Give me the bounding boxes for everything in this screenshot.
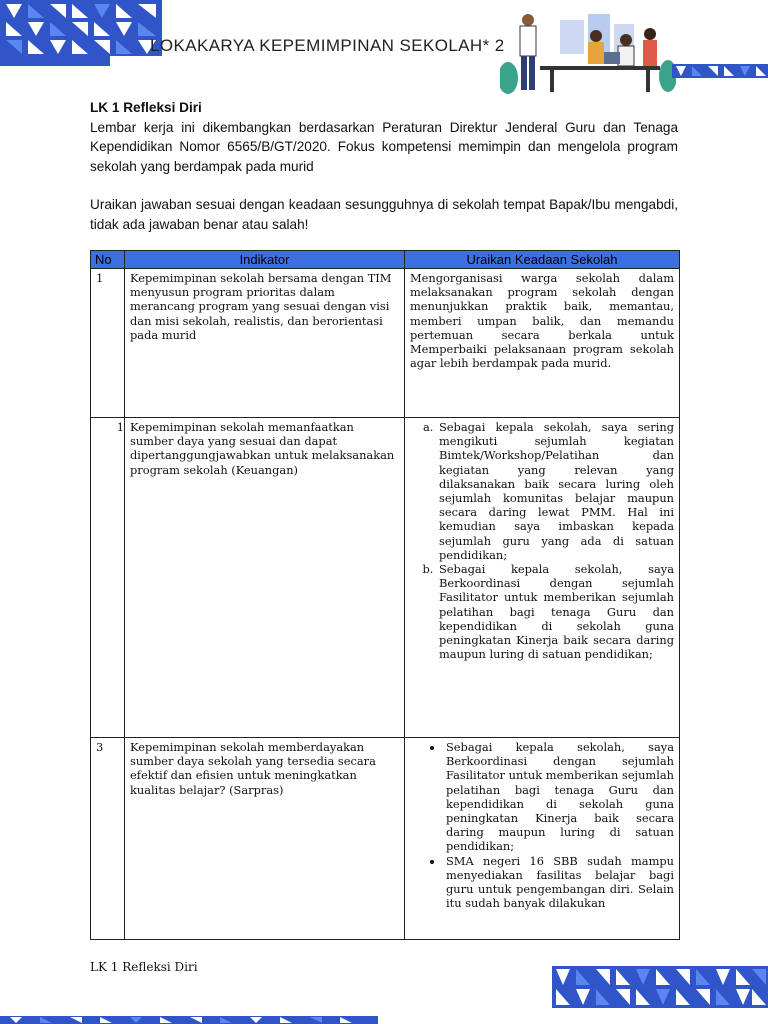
indicator-cell: Kepemimpinan sekolah bersama dengan TIM menyusun program prioritas dalam merancang program yang sesuai dengan visi dan misi sekolah, realistis, dan berorientasi pada murid — [125, 269, 405, 418]
table-header-row — [91, 251, 680, 269]
indicator-cell: Kepemimpinan sekolah memberdayakan sumber daya sekolah yang tersedia secara efektif dan efisien untuk meningkatkan kualitas belajar? (Sarpras) — [125, 738, 405, 940]
list-item: • SMA negeri 16 SBB sudah mampu menyediakan fasilitas belajar bagi guru untuk pengembangan diri. Selain itu sudah banyak dilakukan — [444, 854, 674, 911]
row-number: 1 — [91, 418, 125, 738]
reflection-table — [90, 250, 680, 940]
header-uraian: Uraikan Keadaan Sekolah — [405, 251, 680, 269]
description-cell — [405, 738, 680, 940]
indicator-cell: Kepemimpinan sekolah memanfaatkan sumber daya yang sesuai dan dapat dipertanggungjawabkan untuk melaksanakan program sekolah (Keuangan) — [125, 418, 405, 738]
header-illustration — [500, 6, 676, 94]
row-number: 3 — [91, 738, 125, 940]
header-indikator: Indikator — [125, 251, 405, 269]
row-number: 1 — [91, 269, 125, 418]
header-no: No — [91, 251, 125, 269]
description-cell — [405, 418, 680, 738]
table-row — [91, 269, 680, 418]
description-cell: Mengorganisasi warga sekolah dalam melaksanakan program sekolah dengan menunjukkan praktik baik, memantau, memberi umpan balik, dan memandu pertemuan secara berkala untuk Memperbaiki pelaksanaan program sekolah agar lebih berdampak pada murid. — [405, 269, 680, 418]
instruction-paragraph: Uraikan jawaban sesuai dengan keadaan sesungguhnya di sekolah tempat Bapak/Ibu mengabdi, tidak ada jawaban benar atau salah! — [90, 197, 678, 232]
header-strip-decoration — [672, 64, 768, 78]
list-item: b. Sebagai kepala sekolah, saya Berkoordinasi dengan sejumlah Fasilitator untuk memberikan sejumlah pelatihan bagi tenaga Guru dan kependidikan di sekolah guna peningkatan Kinerja baik secara daring maupun luring di satuan pendidikan; — [437, 562, 674, 661]
document-header-title: LOKAKARYA KEPEMIMPINAN SEKOLAH* 2 — [150, 36, 505, 55]
intro-paragraph: Lembar kerja ini dikembangkan berdasarkan Peraturan Direktur Jenderal Guru dan Tenaga Kependidikan Nomor 6565/B/GT/2020. Fokus kompetensi memimpin dan mengelola program sekolah yang berdampak pada murid — [90, 119, 678, 174]
list-item: • Sebagai kepala sekolah, saya Berkoordinasi dengan sejumlah Fasilitator untuk memberikan sejumlah pelatihan bagi tenaga Guru dan kependidikan di sekolah guna peningkatan Kinerja baik secara daring maupun luring di satuan pendidikan; — [444, 740, 674, 854]
table-row — [91, 738, 680, 940]
worksheet-heading: LK 1 Refleksi Diri — [90, 100, 202, 115]
intro-section — [90, 98, 678, 234]
table-row — [91, 418, 680, 738]
footer-strip-decoration — [0, 1016, 378, 1024]
header-pattern-decoration — [0, 0, 162, 66]
list-item: a. Sebagai kepala sekolah, saya sering mengikuti sejumlah kegiatan Bimtek/Workshop/Pelatihan dan kegiatan yang relevan yang dilaksanakan baik secara luring oleh sejumlah komunitas belajar maupun secara daring lewat PMM. Hal ini kemudian saya imbaskan kepada sejumlah guru yang ada di satuan pendidikan; — [437, 420, 674, 562]
page-footer: LK 1 Refleksi Diri — [90, 960, 198, 974]
footer-pattern-decoration — [552, 966, 768, 1008]
